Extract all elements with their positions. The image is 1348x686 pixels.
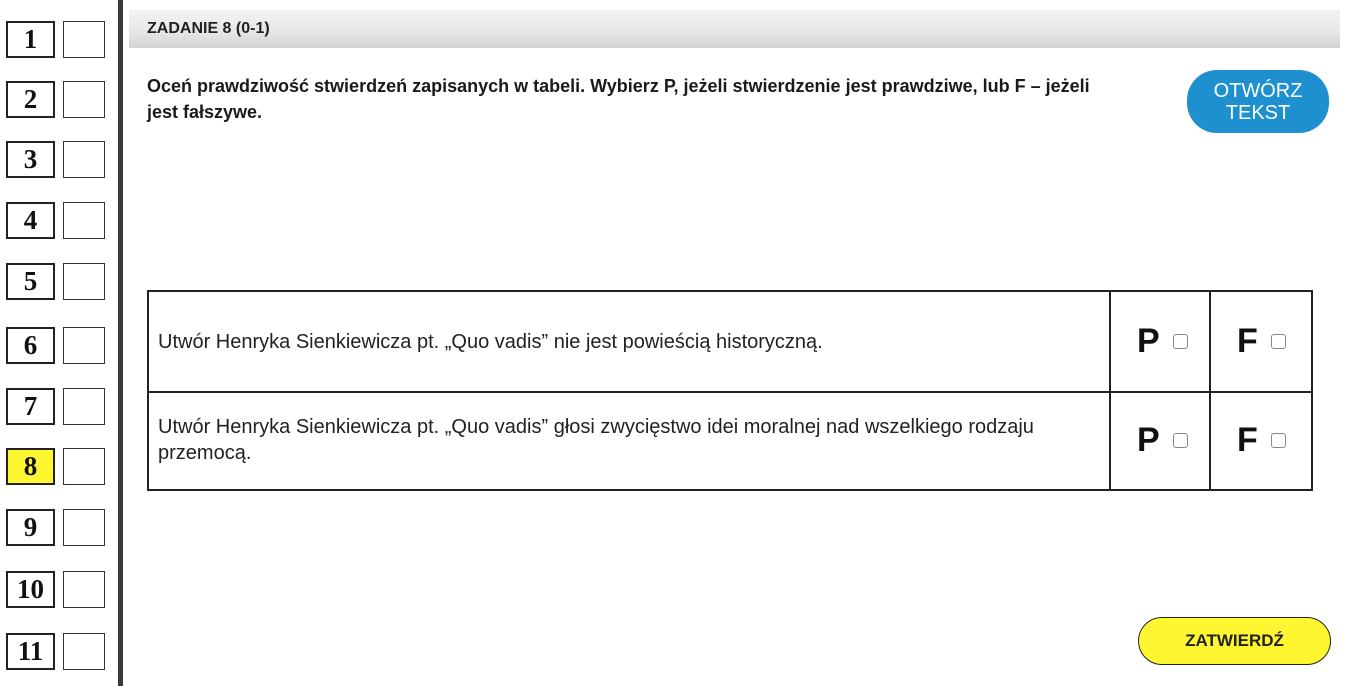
nav-answer-box-2 bbox=[63, 81, 105, 118]
nav-row-1 bbox=[6, 21, 106, 59]
nav-question-8[interactable]: 8 bbox=[6, 448, 55, 485]
nav-answer-box-5 bbox=[63, 263, 105, 300]
nav-row-6 bbox=[6, 327, 106, 365]
nav-answer-box-7 bbox=[63, 388, 105, 425]
open-text-label-line1: OTWÓRZ bbox=[1213, 79, 1303, 102]
nav-question-5[interactable]: 5 bbox=[6, 263, 55, 300]
true-false-table bbox=[147, 290, 1313, 491]
nav-row-7 bbox=[6, 388, 106, 426]
nav-row-11 bbox=[6, 633, 106, 671]
true-cell bbox=[1109, 391, 1211, 489]
true-label: P bbox=[1137, 322, 1160, 360]
false-option-2[interactable] bbox=[1211, 391, 1313, 489]
table-row bbox=[149, 292, 1311, 393]
task-header: ZADANIE 8 (0-1) bbox=[129, 10, 1340, 48]
nav-answer-box-9 bbox=[63, 509, 105, 546]
nav-question-3[interactable]: 3 bbox=[6, 141, 55, 178]
true-label: P bbox=[1137, 420, 1160, 459]
nav-question-11[interactable]: 11 bbox=[6, 633, 55, 670]
true-checkbox[interactable] bbox=[1173, 334, 1188, 349]
true-cell bbox=[1109, 292, 1211, 391]
nav-question-4[interactable]: 4 bbox=[6, 202, 55, 239]
nav-row-2 bbox=[6, 81, 106, 119]
statement-text: Utwór Henryka Sienkiewicza pt. „Quo vadis” nie jest powieścią historyczną. bbox=[158, 330, 823, 353]
nav-question-9[interactable]: 9 bbox=[6, 509, 55, 546]
open-text-label-line2: TEKST bbox=[1225, 101, 1291, 124]
nav-answer-box-11 bbox=[63, 633, 105, 670]
statement-text: Utwór Henryka Sienkiewicza pt. „Quo vadis” głosi zwycięstwo idei moralnej nad wszelkiego rodzaju przemocą. bbox=[158, 416, 1034, 464]
nav-question-6[interactable]: 6 bbox=[6, 327, 55, 364]
nav-answer-box-4 bbox=[63, 202, 105, 239]
question-nav bbox=[0, 0, 115, 686]
false-option-1[interactable] bbox=[1211, 292, 1313, 391]
false-checkbox[interactable] bbox=[1271, 334, 1286, 349]
false-cell bbox=[1209, 391, 1313, 489]
true-option-2[interactable] bbox=[1111, 391, 1211, 489]
true-option-1[interactable] bbox=[1111, 292, 1211, 391]
nav-answer-box-6 bbox=[63, 327, 105, 364]
nav-question-2[interactable]: 2 bbox=[6, 81, 55, 118]
true-checkbox[interactable] bbox=[1173, 433, 1188, 448]
false-label: F bbox=[1237, 322, 1258, 360]
false-checkbox[interactable] bbox=[1271, 433, 1286, 448]
confirm-button[interactable]: ZATWIERDŹ bbox=[1138, 617, 1331, 665]
nav-row-10 bbox=[6, 571, 106, 609]
table-row bbox=[149, 391, 1311, 489]
nav-question-10[interactable]: 10 bbox=[6, 571, 55, 608]
nav-question-7[interactable]: 7 bbox=[6, 388, 55, 425]
nav-answer-box-10 bbox=[63, 571, 105, 608]
nav-row-9 bbox=[6, 509, 106, 547]
nav-answer-box-3 bbox=[63, 141, 105, 178]
nav-row-4 bbox=[6, 202, 106, 240]
nav-row-8 bbox=[6, 448, 106, 486]
task-instruction: Oceń prawdziwość stwierdzeń zapisanych w tabeli. Wybierz P, jeżeli stwierdzenie jest prawdziwe, lub F – jeżeli jest fałszywe. bbox=[147, 76, 1090, 122]
false-label: F bbox=[1237, 420, 1258, 459]
nav-question-1[interactable]: 1 bbox=[6, 21, 55, 58]
nav-answer-box-8 bbox=[63, 448, 105, 485]
nav-divider bbox=[118, 0, 123, 686]
nav-answer-box-1 bbox=[63, 21, 105, 58]
nav-row-5 bbox=[6, 263, 106, 301]
false-cell bbox=[1209, 292, 1313, 391]
open-text-button[interactable] bbox=[1187, 70, 1329, 133]
nav-row-3 bbox=[6, 141, 106, 179]
